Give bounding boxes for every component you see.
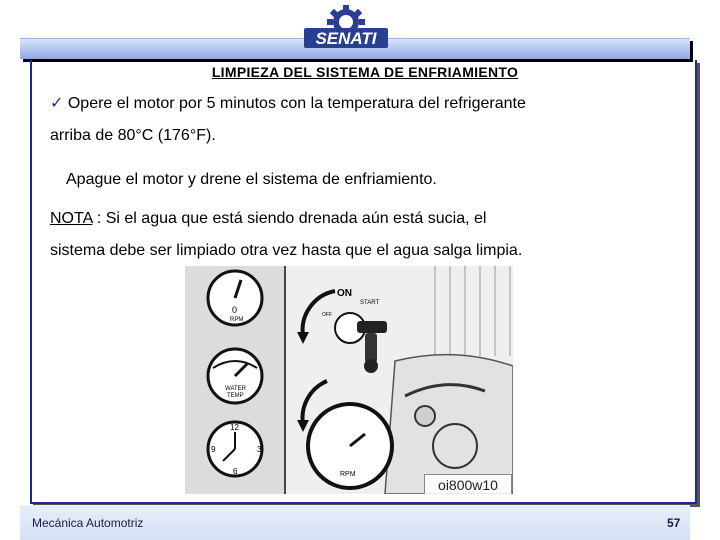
svg-text:WATER: WATER [225,386,246,392]
svg-text:0: 0 [232,305,238,315]
svg-text:RPM: RPM [340,471,356,478]
svg-text:6: 6 [233,467,238,476]
paragraph-1-line-2: arriba de 80°C (176°F). [50,127,216,144]
engine-figure [185,266,513,494]
svg-text:START: START [360,300,380,306]
svg-text:12: 12 [230,423,239,432]
svg-text:OFF: OFF [322,312,332,318]
note-text-1: : Si el agua que está siendo drenada aún está sucia, el [96,210,487,227]
note-line-2: sistema debe ser limpiado otra vez hasta que el agua salga limpia. [50,242,523,259]
slide-title: LIMPIEZA DEL SISTEMA DE ENFRIAMIENTO [211,64,519,80]
checkmark-icon: ✓ [50,95,64,112]
senati-logo [300,4,392,50]
paragraph-1-text: Opere el motor por 5 minutos con la temperatura del refrigerante [67,95,526,112]
svg-text:SENATI: SENATI [315,29,377,48]
svg-text:3: 3 [257,445,262,454]
svg-text:9: 9 [211,445,216,454]
image-watermark: oi800w10 [424,474,512,494]
paragraph-1-line-1 [50,94,526,114]
paragraph-2: Apague el motor y drene el sistema de enfriamiento. [66,171,437,188]
footer-course: Mecánica Automotriz [32,516,144,530]
svg-text:TEMP: TEMP [227,393,244,399]
svg-text:ON: ON [337,288,352,299]
note-label: NOTA [50,210,93,227]
page-number: 57 [667,516,681,530]
svg-text:RPM: RPM [230,317,244,323]
note-line-1 [50,209,486,229]
